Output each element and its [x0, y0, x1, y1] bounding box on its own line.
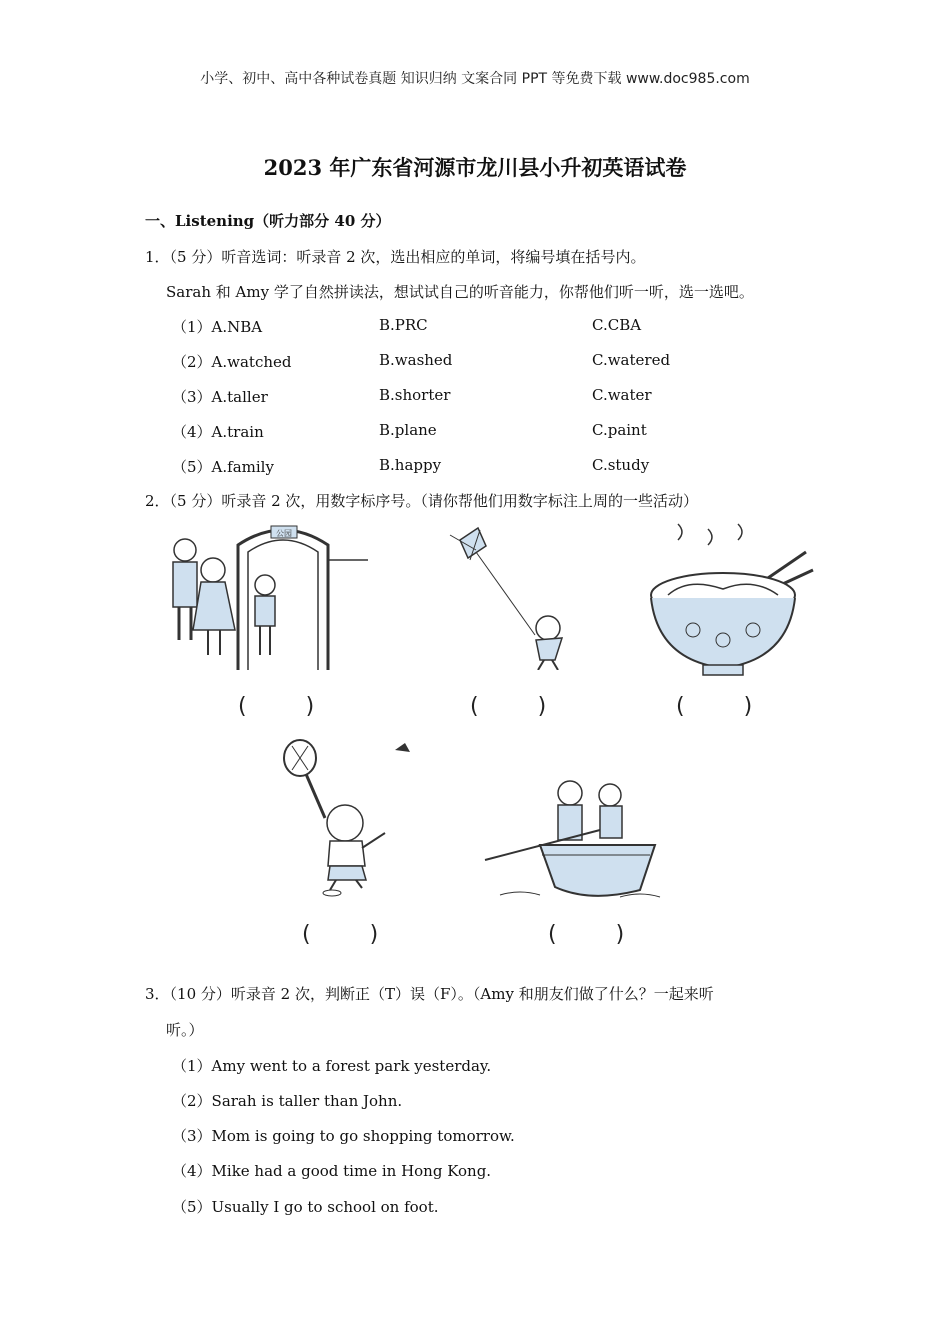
q3-item-1: （1）Amy went to a forest park yesterday.	[172, 1057, 492, 1075]
section-heading-listening: 一、Listening（听力部分 40 分）	[145, 212, 391, 230]
park-sign-text: 公园	[276, 529, 292, 538]
q1-item-5-option-c: C.study	[592, 456, 650, 474]
q1-item-3-option-c: C.water	[592, 386, 652, 404]
page-header: 小学、初中、高中各种试卷真题 知识归纳 文案合同 PPT 等免费下载 www.doc985.com	[200, 71, 750, 87]
q1-item-5-option-b: B.happy	[379, 456, 442, 474]
q3-stem: 3．（10 分）听录音 2 次，判断正（T）误（F）。（Amy 和朋友们做了什么？一起来听	[145, 985, 714, 1003]
q1-item-4-option-c: C.paint	[592, 421, 647, 439]
q1-stem: 1．（5 分）听音选词：听录音 2 次，选出相应的单词，将编号填在括号内。	[145, 248, 646, 266]
q2-stem: 2．（5 分）听录音 2 次，用数字标序号。（请你帮他们用数字标注上周的一些活动）	[145, 492, 698, 510]
q1-item-5-option-a: （5）A.family	[172, 458, 274, 476]
q3-item-3: （3）Mom is going to go shopping tomorrow.	[172, 1127, 515, 1145]
page-title: 2023 年广东省河源市龙川县小升初英语试卷	[263, 155, 687, 180]
picture-park-visit	[163, 520, 373, 670]
q1-intro: Sarah 和 Amy 学了自然拼读法，想试试自己的听音能力，你帮他们听一听，选一选吧。	[166, 283, 754, 301]
q1-item-1-option-b: B.PRC	[379, 316, 428, 334]
q1-item-3-option-b: B.shorter	[379, 386, 451, 404]
q3-stem-continued: 听。）	[166, 1021, 204, 1039]
q2-blank-1[interactable]: ( )	[238, 694, 341, 719]
picture-noodles-bowl	[648, 520, 818, 680]
q2-blank-3[interactable]: ( )	[676, 694, 779, 719]
q1-item-2-option-c: C.watered	[592, 351, 671, 369]
q3-item-5: （5）Usually I go to school on foot.	[172, 1198, 439, 1216]
q3-item-2: （2）Sarah is taller than John.	[172, 1092, 403, 1110]
picture-rowing-boat	[480, 775, 670, 905]
q2-blank-4[interactable]: ( )	[302, 922, 405, 947]
picture-badminton	[270, 738, 420, 898]
q1-item-2-option-b: B.washed	[379, 351, 453, 369]
q2-blank-5[interactable]: ( )	[548, 922, 651, 947]
picture-fly-kite	[440, 520, 590, 670]
q1-item-4-option-b: B.plane	[379, 421, 437, 439]
q1-item-1-option-c: C.CBA	[592, 316, 642, 334]
q2-blank-2[interactable]: ( )	[470, 694, 573, 719]
q1-item-4-option-a: （4）A.train	[172, 423, 264, 441]
q3-item-4: （4）Mike had a good time in Hong Kong.	[172, 1162, 492, 1180]
q1-item-1-option-a: （1）A.NBA	[172, 318, 263, 336]
q1-item-2-option-a: （2）A.watched	[172, 353, 292, 371]
q1-item-3-option-a: （3）A.taller	[172, 388, 268, 406]
